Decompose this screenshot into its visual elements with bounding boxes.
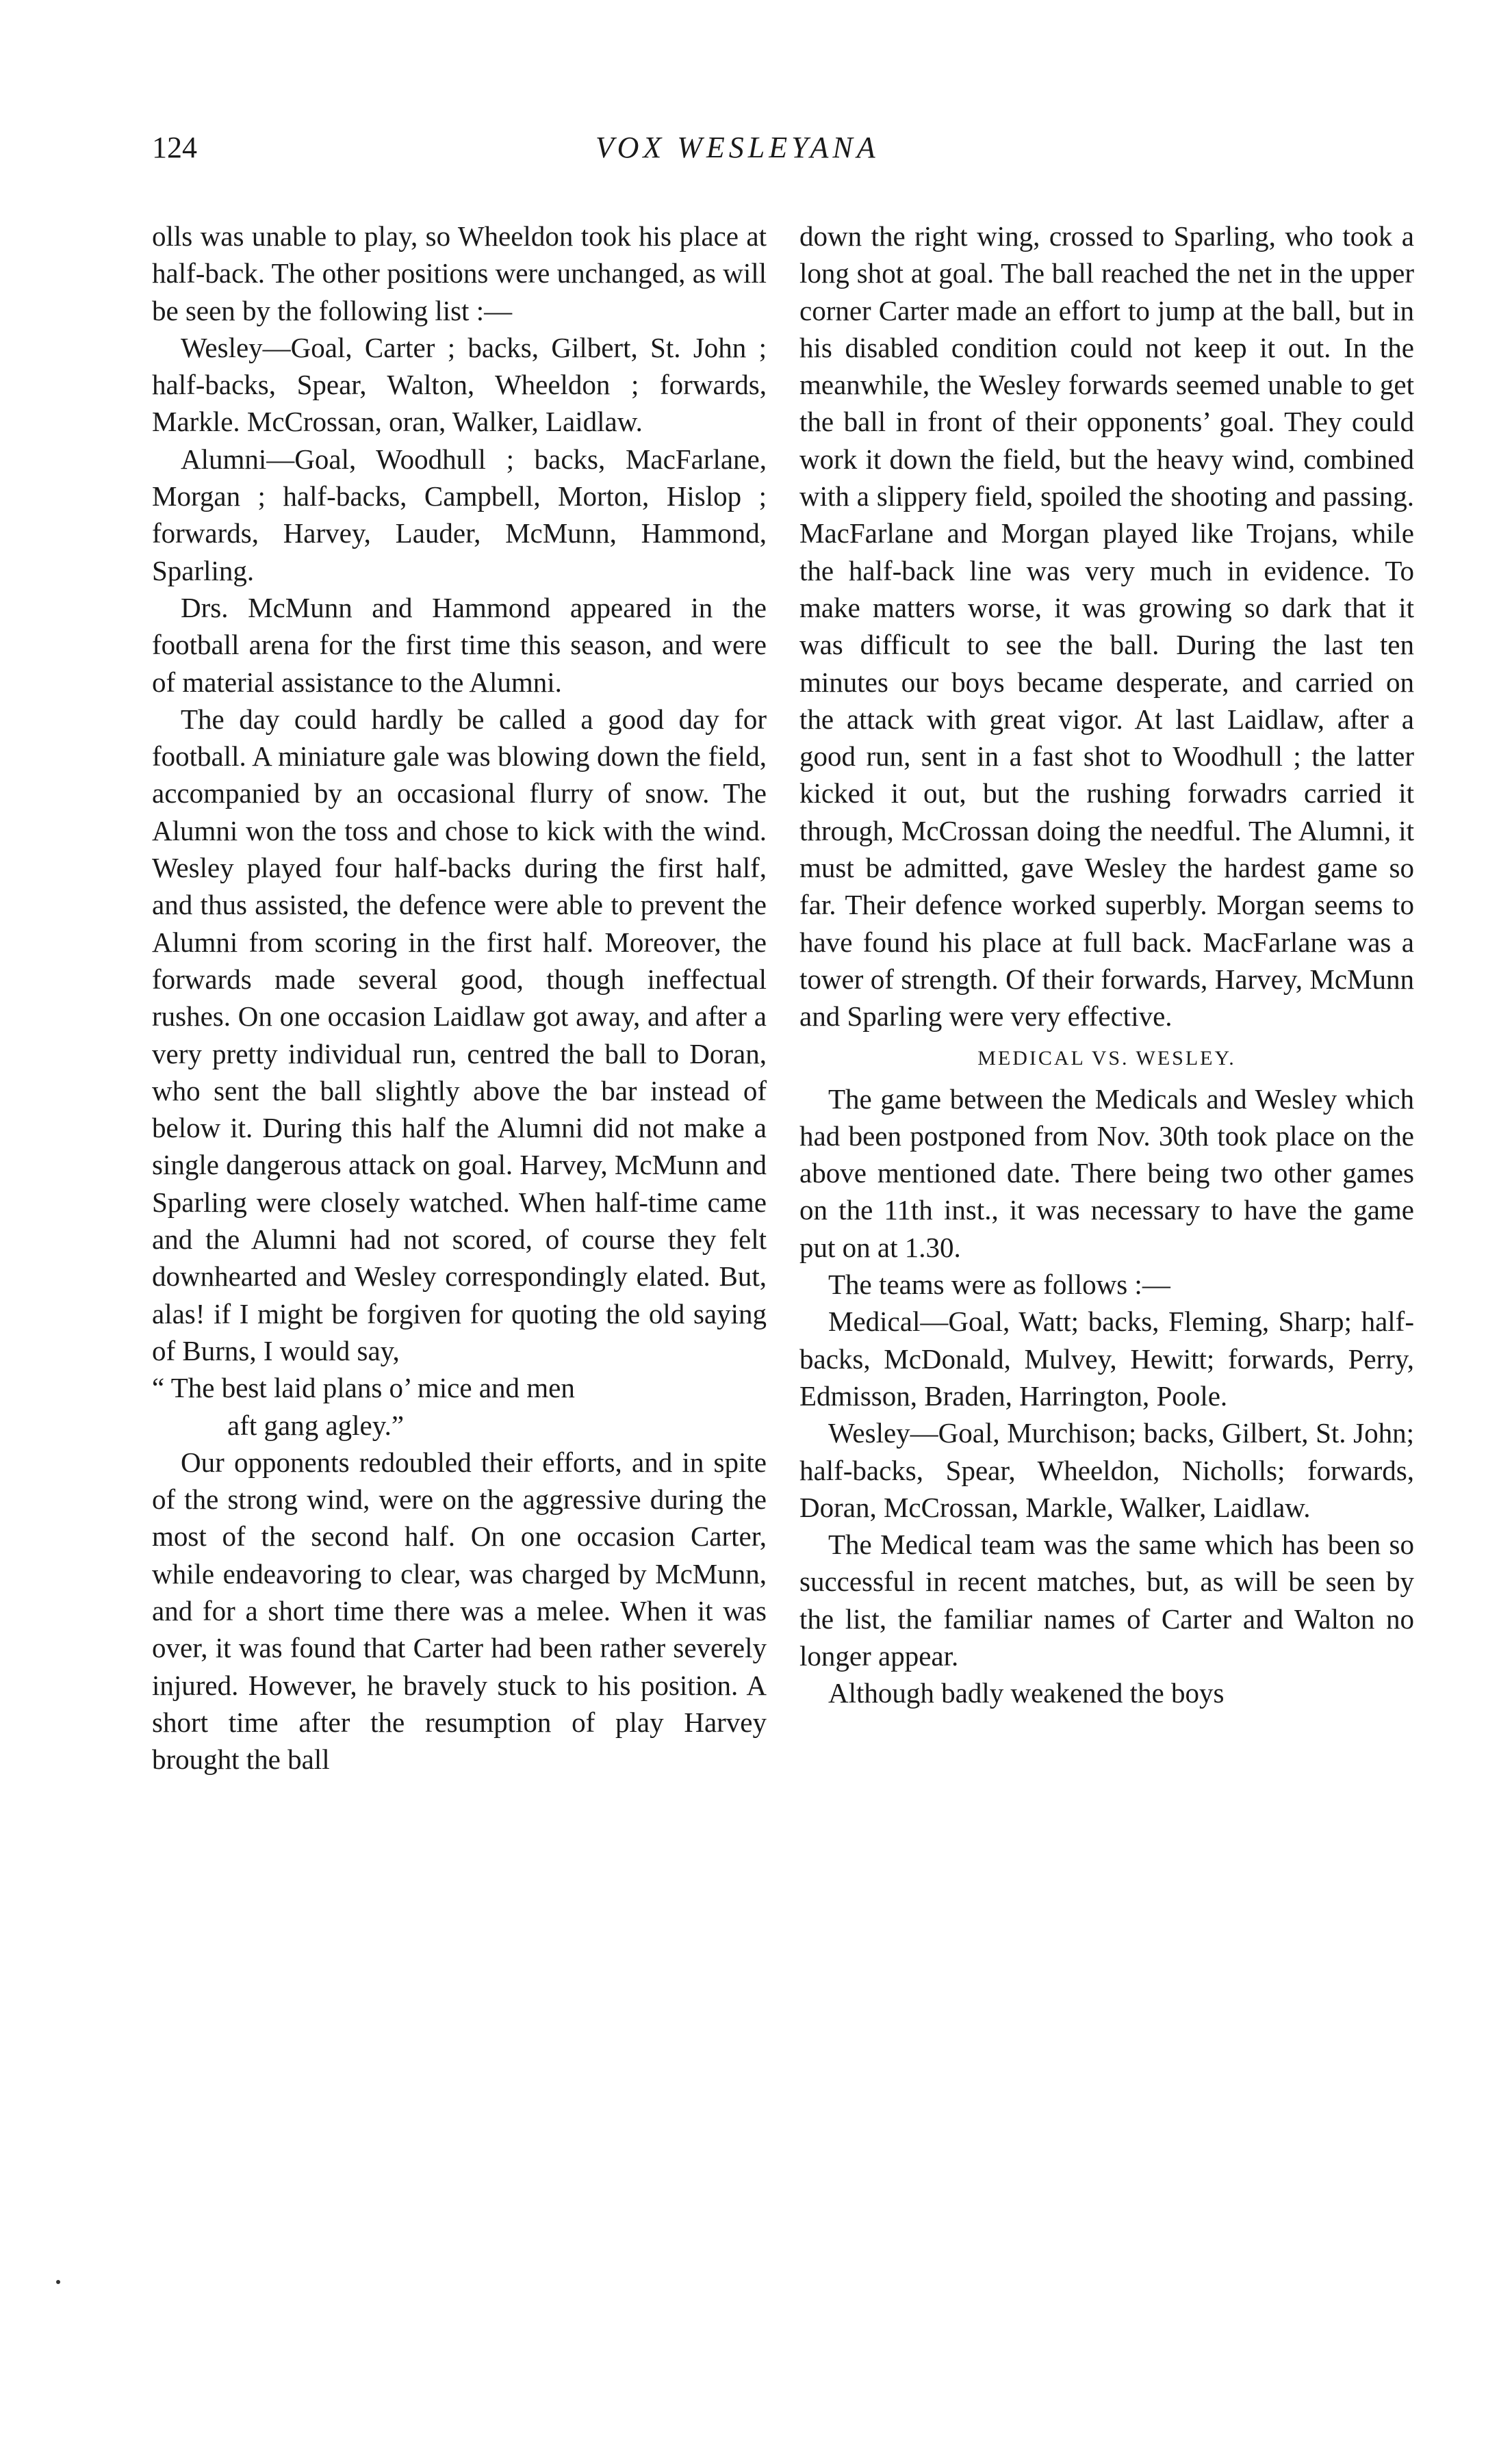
paragraph: The day could hardly be called a good day for football. A miniature gale was blowing down the field, accompanied by an occasional flurry of snow. The Alumni won the toss and chose to kick with the wind. Wesley played four half-backs during the first half, and thus assisted, the defence were able to prevent the Alumni from scoring in the first half. Moreover, the forwards made several good, though ineffectual rushes. On one occasion Laidlaw got away, and after a very pretty individual run, centred the ball to Doran, who sent the ball slightly above the bar instead of below it. During this half the Alumni did not make a single dangerous attack on goal. Harvey, McMunn and Sparling were closely watched. When half-time came and the Alumni had not scored, of course they felt downhearted and Wesley correspondingly elated. But, alas! if I might be forgiven for quoting the old saying of Burns, I would say, xyxy=(152,703,767,1366)
running-title: VOX WESLEYANA xyxy=(595,131,880,164)
paragraph: Wesley—Goal, Carter ; backs, Gilbert, St. John ; half-backs, Spear, Walton, Wheeldon ; forwards, Markle. McCrossan, oran, Walker, Laidlaw. xyxy=(152,331,767,438)
scan-speck xyxy=(56,2280,60,2284)
paragraph: Although badly weakened the boys xyxy=(828,1677,1225,1709)
paragraph: The Medical team was the same which has been so successful in recent matches, but, as will be seen by the list, the familiar names of Carter and Walton no longer appear. xyxy=(799,1529,1414,1672)
paragraph: Our opponents redoubled their efforts, and in spite of the strong wind, were on the aggressive during the most of the second half. On one occasion Carter, while endeavoring to clear, was charged by McMunn, and for a short time there was a melee. When it was over, it was found that Carter had been rather severely injured. However, he bravely stuck to his position. A short time after the resumption of play Harvey brought the ball xyxy=(152,1446,767,1776)
page-header xyxy=(0,130,1499,192)
paragraph: Drs. McMunn and Hammond appeared in the football arena for the first time this season, and were of material assistance to the Alumni. xyxy=(152,591,767,698)
paragraph: Medical—Goal, Watt; backs, Fleming, Sharp; half-backs, McDonald, Mulvey, Hewitt; forwards, Perry, Edmisson, Braden, Harrington, Poole. xyxy=(799,1306,1414,1412)
paragraph: The game between the Medicals and Wesley which had been postponed from Nov. 30th took place on the above mentioned date. There being two other games on the 11th inst., it was necessary to have the game put on at 1.30. xyxy=(799,1082,1414,1263)
left-column xyxy=(152,218,767,1778)
paragraph: down the right wing, crossed to Sparling, who took a long shot at goal. The ball reached the net in the upper corner Carter made an effort to jump at the ball, but in his disabled condition could not keep it out. In the meanwhile, the Wesley forwards seemed unable to get the ball in front of their opponents’ goal. They could work it down the field, but the heavy wind, combined with a slippery field, spoiled the shooting and passing. MacFarlane and Morgan played like Trojans, while the half-back line was very much in evidence. To make matters worse, it was growing so dark that it was difficult to see the ball. During the last ten minutes our boys became desperate, and carried on the attack with great vigor. At last Laidlaw, after a good run, sent in a fast shot to Woodhull ; the latter kicked it out, but the rushing forwadrs carried it through, McCrossan doing the needful. The Alumni, it must be admitted, gave Wesley the hardest game so far. Their defence worked superbly. Morgan seems to have found his place at full back. MacFarlane was a tower of strength. Of their forwards, Harvey, McMunn and Sparling were very effective. xyxy=(799,220,1414,1033)
right-column xyxy=(799,218,1414,1712)
quotation-line: “ The best laid plans o’ mice and men xyxy=(152,1372,575,1404)
paragraph: olls was unable to play, so Wheeldon took his place at half-back. The other positions were unchanged, as will be seen by the following list :— xyxy=(152,220,767,326)
paragraph: Wesley—Goal, Murchison; backs, Gilbert, St. John; half-backs, Spear, Wheeldon, Nicholls; forwards, Doran, McCrossan, Markle, Walker, Laidlaw. xyxy=(799,1417,1414,1523)
paragraph: The teams were as follows :— xyxy=(828,1269,1170,1301)
paragraph: Alumni—Goal, Woodhull ; backs, MacFarlane, Morgan ; half-backs, Campbell, Morton, Hislop ; forwards, Harvey, Lauder, McMunn, Hammond, Sparling. xyxy=(152,443,767,586)
page-number: 124 xyxy=(152,131,197,164)
quotation-line: aft gang agley.” xyxy=(227,1409,405,1441)
section-heading: MEDICAL VS. WESLEY. xyxy=(977,1046,1236,1069)
